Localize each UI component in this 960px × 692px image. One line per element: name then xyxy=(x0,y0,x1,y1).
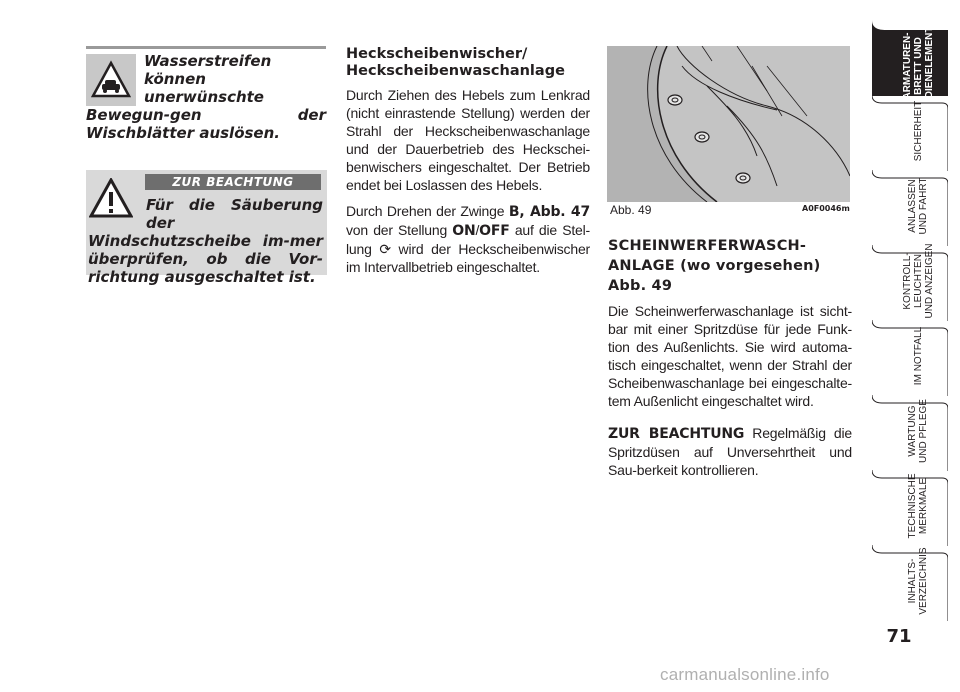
watermark: carmanualsonline.info xyxy=(660,665,830,684)
chapter-tab-line: LEUCHTEN xyxy=(912,254,924,308)
chapter-tab[interactable] xyxy=(872,19,948,113)
heading-line: SCHEINWERFERWASCH- xyxy=(608,238,807,254)
chapter-tab-line: INHALTS- xyxy=(907,558,918,604)
chapter-tab-label xyxy=(888,168,948,244)
note1-rule xyxy=(86,46,326,49)
chapter-tab-label xyxy=(888,468,948,544)
chapter-tab-line: ANLASSEN xyxy=(907,179,918,233)
chapter-tab-label xyxy=(888,318,948,394)
heading-line: Abb. 49 xyxy=(608,278,673,294)
rear-wiper-heading xyxy=(346,46,590,80)
note1-text: Wasserstreifen können unerwünschte Bewegun-gen der Wischblätter auslösen. xyxy=(86,52,326,142)
chapter-tab-label xyxy=(888,93,948,169)
chapter-tab-line: UND FAHRT xyxy=(918,177,929,235)
chapter-tab[interactable] xyxy=(872,470,948,546)
chapter-tab-line: UND PFLEGE xyxy=(918,399,929,463)
off-label: OFF xyxy=(479,223,510,239)
text-span: wird der Heckscheibenwischer im Intervallbetrieb eingeschaltet. xyxy=(346,241,590,275)
chapter-tab-label xyxy=(888,543,948,619)
chapter-tab-line: VERZEICHNIS xyxy=(918,547,929,615)
zur-beachtung-label: ZUR BEACHTUNG xyxy=(608,426,745,442)
caution-warning-icon xyxy=(86,172,136,224)
headlamp-washer-section xyxy=(608,236,852,487)
chapter-tab[interactable] xyxy=(872,545,948,621)
figure-ref: B, Abb. 47 xyxy=(508,204,591,220)
page-number: 71 xyxy=(886,626,912,647)
chapter-tab[interactable] xyxy=(872,395,948,471)
on-label: ON xyxy=(452,223,476,239)
figure-caption: Abb. 49 xyxy=(610,203,652,217)
note1 xyxy=(86,52,326,142)
text-span: / xyxy=(475,222,480,238)
chapter-tab-line: TECHNISCHE xyxy=(907,473,918,539)
chapter-tab-line: WARTUNG xyxy=(907,405,918,457)
chapter-tab[interactable] xyxy=(872,170,948,246)
chapter-tab-line: KONTROLL- xyxy=(901,252,913,310)
text-span: Regelmäßig die Spritzdüsen auf Unversehrtheit und Sau-berkeit kontrollieren. xyxy=(608,425,852,478)
chapter-tab-line: MERKMALE xyxy=(918,477,929,535)
headlamp-washer-figure xyxy=(607,46,850,202)
chapter-tab[interactable] xyxy=(872,245,948,321)
text-span: Durch Drehen der Zwinge xyxy=(346,203,509,219)
chapter-tabs xyxy=(872,20,948,620)
text-span: von der Stellung xyxy=(346,222,453,238)
chapter-tab-line: UND ANZEIGEN xyxy=(923,243,935,319)
rear-wiper-section xyxy=(346,46,590,284)
note2-text: Für die Säuberung der Windschutzscheibe im-mer überprüfen, ob die Vor-richtung ausgeschaltet ist. xyxy=(88,196,323,286)
rear-wiper-symbol-icon: ⟳ xyxy=(379,241,391,257)
headlamp-washer-para1: Die Scheinwerferwaschanlage ist sicht-bar mit einer Spritzdüse für jede Funk-tion des Außenlichts. Sie wird automa-tisch eingeschaltet, wenn der Strahl der Scheibenwaschanlage bei eingeschalte-tem Außenlicht eingeschaltet wird. xyxy=(608,303,852,409)
chapter-tab-line: IM NOTFALL xyxy=(912,326,924,386)
rear-wiper-para2 xyxy=(346,202,590,276)
heading-line: Heckscheibenwaschanlage xyxy=(346,63,565,79)
chapter-tab-line: SICHERHEIT xyxy=(912,100,924,162)
heading-line: ANLAGE (wo vorgesehen) xyxy=(608,258,821,274)
chapter-tab[interactable] xyxy=(872,320,948,396)
chapter-tab-label xyxy=(888,243,948,319)
headlamp-washer-para2 xyxy=(608,424,852,479)
chapter-tab-label xyxy=(888,393,948,469)
heading-line: Heckscheibenwischer/ xyxy=(346,46,528,62)
headlamp-washer-heading xyxy=(608,236,852,296)
text-span: auf die Stel-lung xyxy=(346,222,590,257)
zur-beachtung-badge: ZUR BEACHTUNG xyxy=(145,174,321,190)
rear-wiper-para1: Durch Ziehen des Hebels zum Lenkrad (nicht einrastende Stellung) werden der Strahl der Heckscheibenwaschanlage und der Dauerbetrieb des Heckschei-benwischers eingeschaltet. Der Betrieb endet bei Loslassen des Hebels. xyxy=(346,87,590,193)
figure-code: A0F0046m xyxy=(802,204,850,213)
chapter-tab-line: ARMATUREN- xyxy=(901,32,913,100)
chapter-tab[interactable] xyxy=(872,95,948,171)
chapter-tab-line: BEDIENELEMENTE xyxy=(923,19,935,113)
chapter-tab-line: BRETT UND xyxy=(912,37,924,95)
